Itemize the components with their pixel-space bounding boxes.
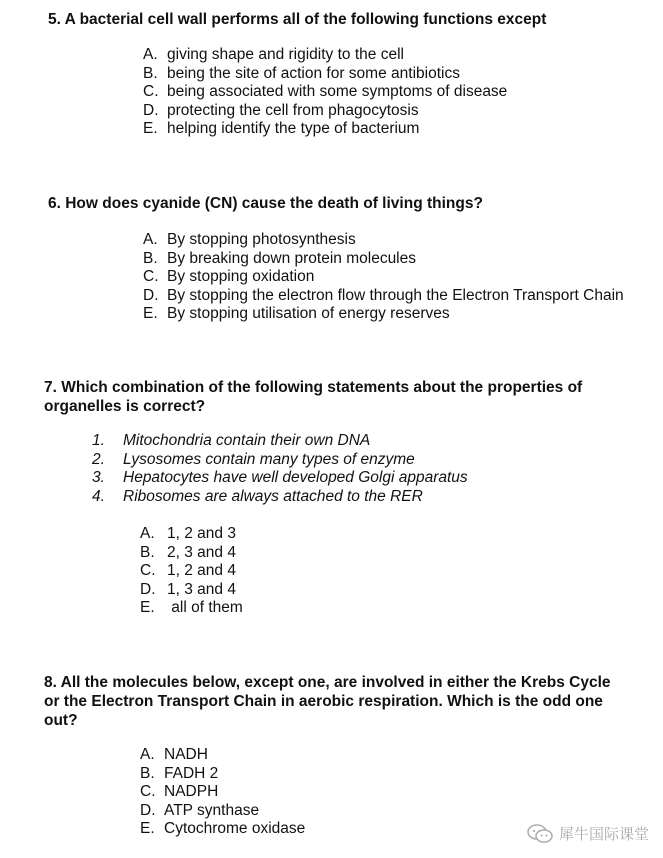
question-7-options xyxy=(140,525,243,618)
option-a[interactable] xyxy=(140,746,305,765)
statement-text: Hepatocytes have well developed Golgi apparatus xyxy=(123,469,468,487)
question-5-options xyxy=(143,46,507,139)
option-text: 1, 3 and 4 xyxy=(167,580,236,598)
option-letter: B. xyxy=(143,64,158,82)
option-e[interactable] xyxy=(140,820,305,839)
option-text: NADH xyxy=(164,746,208,763)
statement-text: Lysosomes contain many types of enzyme xyxy=(123,450,415,468)
option-letter: C. xyxy=(140,562,156,580)
option-letter: A. xyxy=(143,46,158,63)
statement-number: 4. xyxy=(92,487,105,505)
option-letter: E. xyxy=(143,120,158,138)
option-b[interactable] xyxy=(140,765,305,784)
option-b[interactable] xyxy=(140,544,243,563)
option-letter: E. xyxy=(143,305,158,323)
question-8-title-line-2: or the Electron Transport Chain in aerobic respiration. Which is the odd one xyxy=(44,693,603,710)
statement-2 xyxy=(92,451,468,470)
statement-number: 1. xyxy=(92,432,105,449)
statement-3 xyxy=(92,469,468,488)
wechat-icon xyxy=(527,824,553,844)
option-d[interactable] xyxy=(140,802,305,821)
option-d[interactable] xyxy=(143,102,507,121)
option-text: By stopping oxidation xyxy=(167,268,315,286)
watermark-text: 犀牛国际课堂 xyxy=(558,825,649,843)
option-a[interactable] xyxy=(140,525,243,544)
option-letter: D. xyxy=(143,286,159,304)
option-letter: D. xyxy=(140,801,156,819)
option-text: 1, 2 and 3 xyxy=(167,525,236,542)
question-7-statements xyxy=(92,432,468,506)
option-a[interactable] xyxy=(143,46,507,65)
question-7-title-line-1: 7. Which combination of the following statements about the properties of xyxy=(44,379,583,396)
option-c[interactable] xyxy=(140,562,243,581)
option-text: giving shape and rigidity to the cell xyxy=(167,46,404,63)
option-text: 1, 2 and 4 xyxy=(167,562,236,580)
option-letter: D. xyxy=(140,580,156,598)
statement-1 xyxy=(92,432,468,451)
option-d[interactable] xyxy=(140,581,243,600)
option-text: being the site of action for some antibiotics xyxy=(167,64,460,82)
option-text: By breaking down protein molecules xyxy=(167,249,416,267)
option-d[interactable] xyxy=(143,287,624,306)
option-text: 2, 3 and 4 xyxy=(167,543,236,561)
option-letter: E. xyxy=(140,820,155,838)
option-letter: B. xyxy=(140,764,155,782)
option-letter: D. xyxy=(143,101,159,119)
statement-4 xyxy=(92,488,468,507)
option-text: Cytochrome oxidase xyxy=(164,820,306,838)
statement-text: Mitochondria contain their own DNA xyxy=(123,432,371,449)
option-text: protecting the cell from phagocytosis xyxy=(167,101,419,119)
option-b[interactable] xyxy=(143,65,507,84)
option-c[interactable] xyxy=(143,83,507,102)
option-text: helping identify the type of bacterium xyxy=(167,120,420,138)
option-letter: A. xyxy=(140,746,155,763)
option-letter: B. xyxy=(140,543,155,561)
question-8-title-line-1: 8. All the molecules below, except one, are involved in either the Krebs Cycle xyxy=(44,674,611,691)
option-letter: E. xyxy=(140,599,155,617)
watermark xyxy=(527,823,649,844)
option-c[interactable] xyxy=(140,783,305,802)
option-letter: B. xyxy=(143,249,158,267)
option-letter: C. xyxy=(143,83,159,101)
question-8-title-line-3: out? xyxy=(44,712,78,729)
option-text: being associated with some symptoms of disease xyxy=(167,83,508,101)
option-e[interactable] xyxy=(140,599,243,618)
question-8-options xyxy=(140,746,305,839)
option-c[interactable] xyxy=(143,268,624,287)
option-text: By stopping the electron flow through the Electron Transport Chain xyxy=(167,286,624,304)
option-letter: A. xyxy=(140,525,155,542)
option-text: By stopping photosynthesis xyxy=(167,231,356,248)
option-a[interactable] xyxy=(143,231,624,250)
option-text: all of them xyxy=(167,599,243,617)
option-text: FADH 2 xyxy=(164,764,219,782)
statement-number: 3. xyxy=(92,469,105,487)
option-e[interactable] xyxy=(143,305,624,324)
option-letter: C. xyxy=(140,783,156,801)
option-b[interactable] xyxy=(143,250,624,269)
option-letter: C. xyxy=(143,268,159,286)
statement-text: Ribosomes are always attached to the RER xyxy=(123,487,423,505)
statement-number: 2. xyxy=(92,450,105,468)
option-letter: A. xyxy=(143,231,158,248)
question-6-options xyxy=(143,231,624,324)
option-e[interactable] xyxy=(143,120,507,139)
question-7-title-line-2: organelles is correct? xyxy=(44,398,206,415)
question-6-title: 6. How does cyanide (CN) cause the death of living things? xyxy=(48,195,483,212)
option-text: ATP synthase xyxy=(164,801,260,819)
option-text: By stopping utilisation of energy reserves xyxy=(167,305,450,323)
option-text: NADPH xyxy=(164,783,219,801)
question-5-title: 5. A bacterial cell wall performs all of the following functions except xyxy=(48,11,547,28)
